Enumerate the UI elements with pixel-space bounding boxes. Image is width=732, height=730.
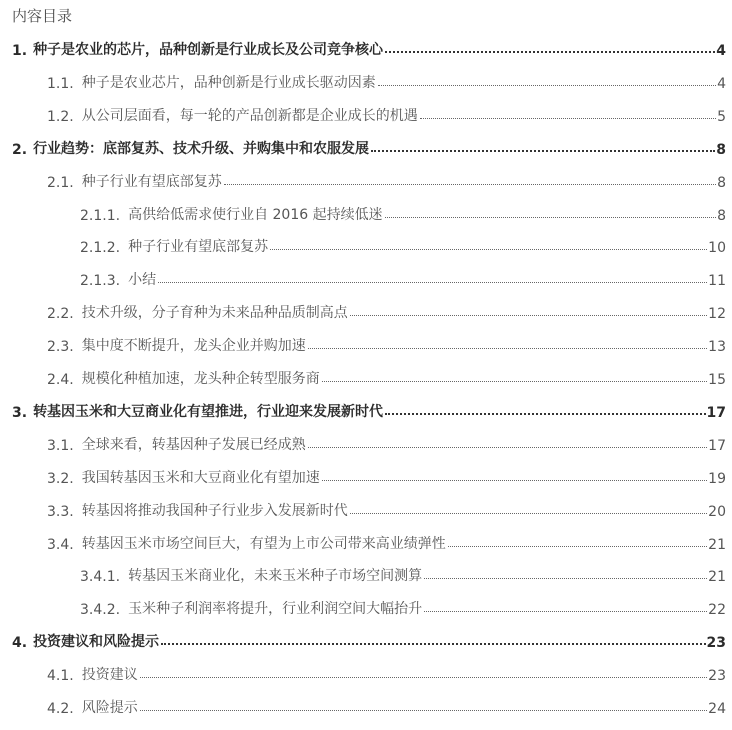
toc-entry-number: 3.2. (47, 471, 74, 487)
toc-entry-title: 投资建议 (81, 667, 138, 683)
toc-entry-title: 种子行业有望底部复苏 (81, 174, 222, 190)
dot-leader (322, 381, 707, 382)
toc-entry-title: 转基因玉米商业化，未来玉米种子市场空间测算 (128, 568, 423, 584)
dot-leader (308, 348, 707, 349)
toc-entry-page-number: 8 (717, 175, 726, 191)
toc-entry-page-number: 12 (708, 306, 726, 322)
dot-leader (161, 643, 705, 645)
toc-entry-number: 2.4. (47, 372, 74, 388)
toc-entry-title: 高供给低需求使行业自 2016 起持续低迷 (128, 207, 383, 223)
dot-leader (350, 513, 707, 514)
toc-entry-number: 3.4. (47, 537, 74, 553)
toc-entry-level1[interactable] (12, 627, 726, 651)
toc-entry-title: 规模化种植加速，龙头种企转型服务商 (81, 371, 320, 387)
dot-leader (371, 150, 715, 152)
toc-entry-page-number: 4 (716, 43, 726, 59)
toc-entry-number: 2.1.3. (80, 273, 121, 289)
dot-leader (140, 710, 707, 711)
toc-entry-number: 3.4.1. (80, 569, 121, 585)
toc-entry-level1[interactable] (12, 397, 726, 421)
toc-entry-number: 3.3. (47, 504, 74, 520)
toc-entry-level1[interactable] (12, 134, 726, 158)
toc-entry-number: 3.1. (47, 438, 74, 454)
toc-entry-page-number: 23 (706, 635, 726, 651)
toc-entry-page-number: 17 (708, 438, 726, 454)
toc-entry-level3[interactable] (80, 265, 726, 289)
toc-entry-page-number: 10 (708, 240, 726, 256)
dot-leader (350, 315, 707, 316)
toc-entry-title: 我国转基因玉米和大豆商业化有望加速 (81, 470, 320, 486)
toc-entry-page-number: 21 (708, 537, 726, 553)
toc-entry-page-number: 24 (708, 701, 726, 717)
toc-entry-page-number: 19 (708, 471, 726, 487)
toc-entry-title: 玉米种子利润率将提升，行业利润空间大幅抬升 (128, 601, 423, 617)
toc-entry-title: 集中度不断提升，龙头企业并购加速 (81, 338, 306, 354)
toc-entry-title: 小结 (128, 272, 157, 288)
toc-entry-level1[interactable] (12, 35, 726, 59)
toc-entry-number: 4.2. (47, 701, 74, 717)
toc-entry-number: 3.4.2. (80, 602, 121, 618)
dot-leader (322, 480, 707, 481)
toc-entry-title: 转基因玉米和大豆商业化有望推进，行业迎来发展新时代 (33, 404, 384, 420)
toc-entry-page-number: 21 (708, 569, 726, 585)
toc-entry-title: 技术升级，分子育种为未来品种品质制高点 (81, 305, 348, 321)
toc-entry-page-number: 13 (708, 339, 726, 355)
dot-leader (420, 118, 716, 119)
toc-entry-page-number: 20 (708, 504, 726, 520)
dot-leader (270, 249, 707, 250)
toc-entry-page-number: 17 (706, 405, 726, 421)
toc-entry-page-number: 22 (708, 602, 726, 618)
dot-leader (448, 546, 707, 547)
toc-entry-level2[interactable] (47, 68, 726, 92)
toc-entry-title: 投资建议和风险提示 (33, 634, 160, 650)
toc-entry-number: 2.1.2. (80, 240, 121, 256)
dot-leader (424, 611, 707, 612)
toc-entry-level2[interactable] (47, 463, 726, 487)
toc-entry-level2[interactable] (47, 496, 726, 520)
toc-entry-number: 4. (12, 635, 28, 651)
toc-entry-level2[interactable] (47, 660, 726, 684)
dot-leader (308, 447, 707, 448)
dot-leader (385, 51, 715, 53)
toc-entry-page-number: 15 (708, 372, 726, 388)
dot-leader (385, 413, 705, 415)
dot-leader (224, 184, 716, 185)
toc-entry-number: 2.1. (47, 175, 74, 191)
toc-entry-level3[interactable] (80, 200, 726, 224)
dot-leader (424, 578, 707, 579)
toc-entry-level2[interactable] (47, 430, 726, 454)
toc-entry-title: 转基因将推动我国种子行业步入发展新时代 (81, 503, 348, 519)
toc-entry-title: 转基因玉米市场空间巨大，有望为上市公司带来高业绩弹性 (81, 536, 446, 552)
toc-entry-number: 2.2. (47, 306, 74, 322)
toc-entry-level3[interactable] (80, 561, 726, 585)
toc-entry-page-number: 11 (708, 273, 726, 289)
toc-entry-number: 4.1. (47, 668, 74, 684)
dot-leader (158, 282, 707, 283)
dot-leader (140, 677, 707, 678)
toc-entry-level2[interactable] (47, 101, 726, 125)
toc-entry-number: 3. (12, 405, 28, 421)
toc-entry-level2[interactable] (47, 693, 726, 717)
toc-entry-level2[interactable] (47, 529, 726, 553)
toc-entry-title: 风险提示 (81, 700, 138, 716)
toc-entry-page-number: 5 (717, 109, 726, 125)
toc-entry-level2[interactable] (47, 167, 726, 191)
toc-entry-number: 1.1. (47, 76, 74, 92)
toc-entry-page-number: 23 (708, 668, 726, 684)
toc-entry-number: 2.1.1. (80, 208, 121, 224)
toc-entry-number: 1.2. (47, 109, 74, 125)
toc-entry-title: 从公司层面看，每一轮的产品创新都是企业成长的机遇 (81, 108, 418, 124)
toc-entry-number: 2. (12, 142, 28, 158)
toc-entry-number: 2.3. (47, 339, 74, 355)
toc-entry-title: 种子是农业的芯片，品种创新是行业成长及公司竞争核心 (33, 42, 384, 58)
dot-leader (385, 217, 716, 218)
toc-entry-title: 全球来看，转基因种子发展已经成熟 (81, 437, 306, 453)
toc-entry-title: 行业趋势：底部复苏、技术升级、并购集中和农服发展 (33, 141, 370, 157)
toc-entry-level2[interactable] (47, 331, 726, 355)
toc-entry-page-number: 8 (716, 142, 726, 158)
toc-entry-page-number: 4 (717, 76, 726, 92)
toc-entry-level3[interactable] (80, 594, 726, 618)
toc-heading: 内容目录 (12, 7, 73, 25)
dot-leader (378, 85, 716, 86)
toc-entry-number: 1. (12, 43, 28, 59)
toc-entry-page-number: 8 (717, 208, 726, 224)
toc-entry-level2[interactable] (47, 298, 726, 322)
toc-entry-level3[interactable] (80, 232, 726, 256)
toc-entry-level2[interactable] (47, 364, 726, 388)
toc-entry-title: 种子行业有望底部复苏 (128, 239, 269, 255)
toc-entry-title: 种子是农业芯片，品种创新是行业成长驱动因素 (81, 75, 376, 91)
